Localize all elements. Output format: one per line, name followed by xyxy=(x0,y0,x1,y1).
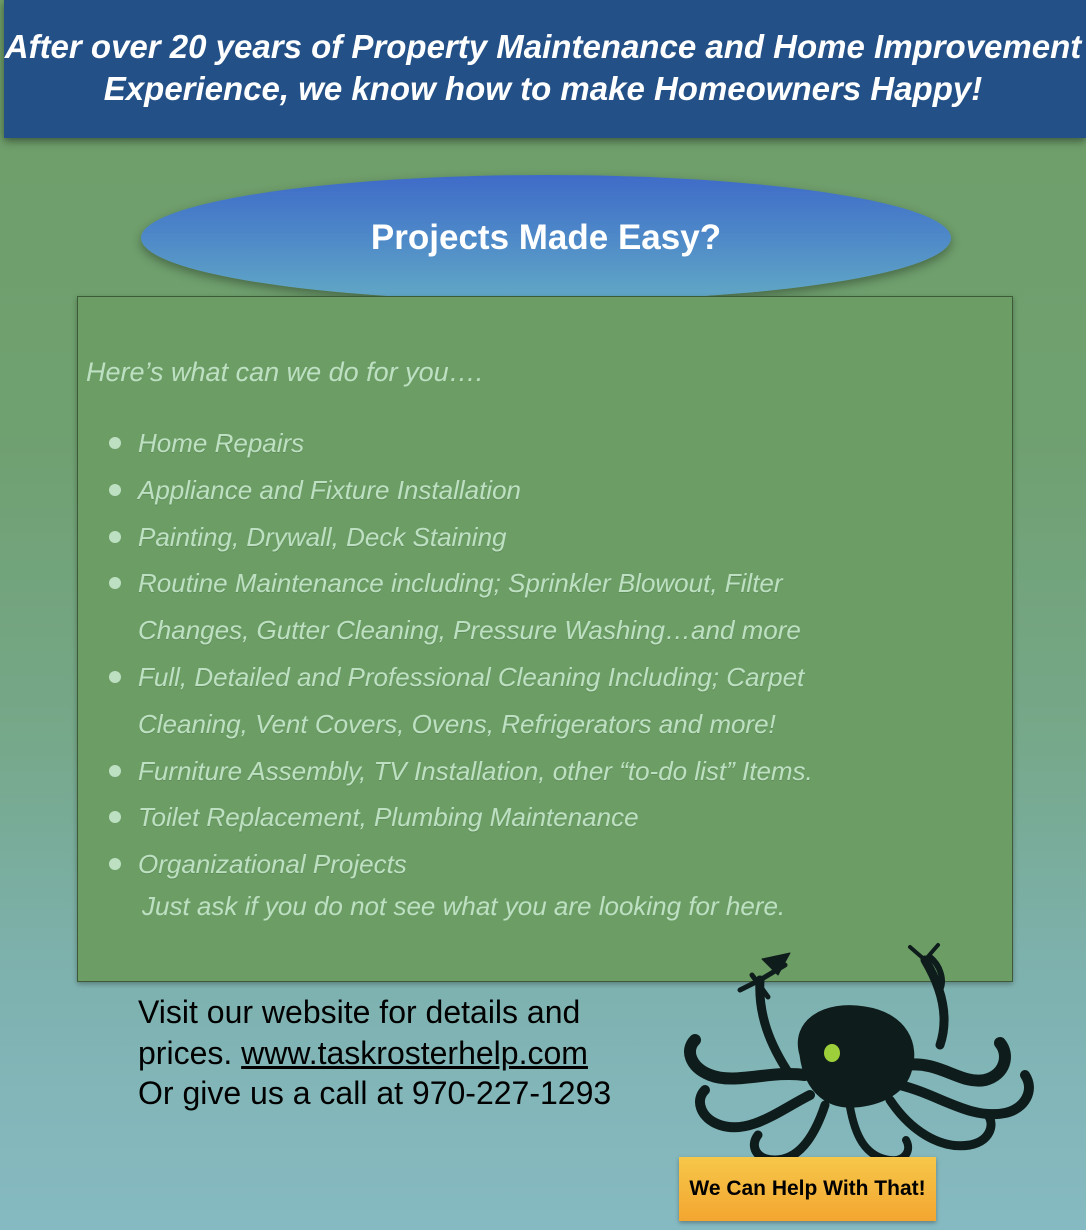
contact-info xyxy=(138,992,658,1114)
contact-line-1: Visit our website for details and xyxy=(138,994,581,1030)
website-link[interactable]: www.taskrosterhelp.com xyxy=(241,1034,588,1071)
services-list xyxy=(138,420,998,888)
list-item: Painting, Drywall, Deck Staining xyxy=(138,514,998,561)
list-item: Organizational Projects xyxy=(138,841,998,888)
headline-line-1: After over 20 years of Property Maintenance and Home Improvement xyxy=(4,28,1082,65)
list-item: Furniture Assembly, TV Installation, other “to-do list” Items. xyxy=(138,748,998,795)
services-intro: Here’s what can we do for you…. xyxy=(86,357,484,387)
help-button[interactable]: We Can Help With That! xyxy=(679,1157,936,1221)
octopus-icon xyxy=(640,935,1086,1175)
contact-line-3: Or give us a call at 970-227-1293 xyxy=(138,1075,612,1111)
list-item: Full, Detailed and Professional Cleaning Including; Carpet Cleaning, Vent Covers, Ovens, Refrigerators and more! xyxy=(138,654,998,748)
list-item: Toilet Replacement, Plumbing Maintenance xyxy=(138,794,998,841)
banner-title: Projects Made Easy? xyxy=(370,218,722,257)
list-item: Appliance and Fixture Installation xyxy=(138,467,998,514)
list-item: Home Repairs xyxy=(138,420,998,467)
contact-line-2: prices. www.taskrosterhelp.com xyxy=(138,1034,588,1071)
services-closing: Just ask if you do not see what you are looking for here. xyxy=(142,891,786,921)
list-item: Routine Maintenance including; Sprinkler Blowout, Filter Changes, Gutter Cleaning, Pressure Washing…and more xyxy=(138,560,998,654)
headline-line-2: Experience, we know how to make Homeowners Happy! xyxy=(103,70,983,107)
headline xyxy=(0,26,1086,110)
